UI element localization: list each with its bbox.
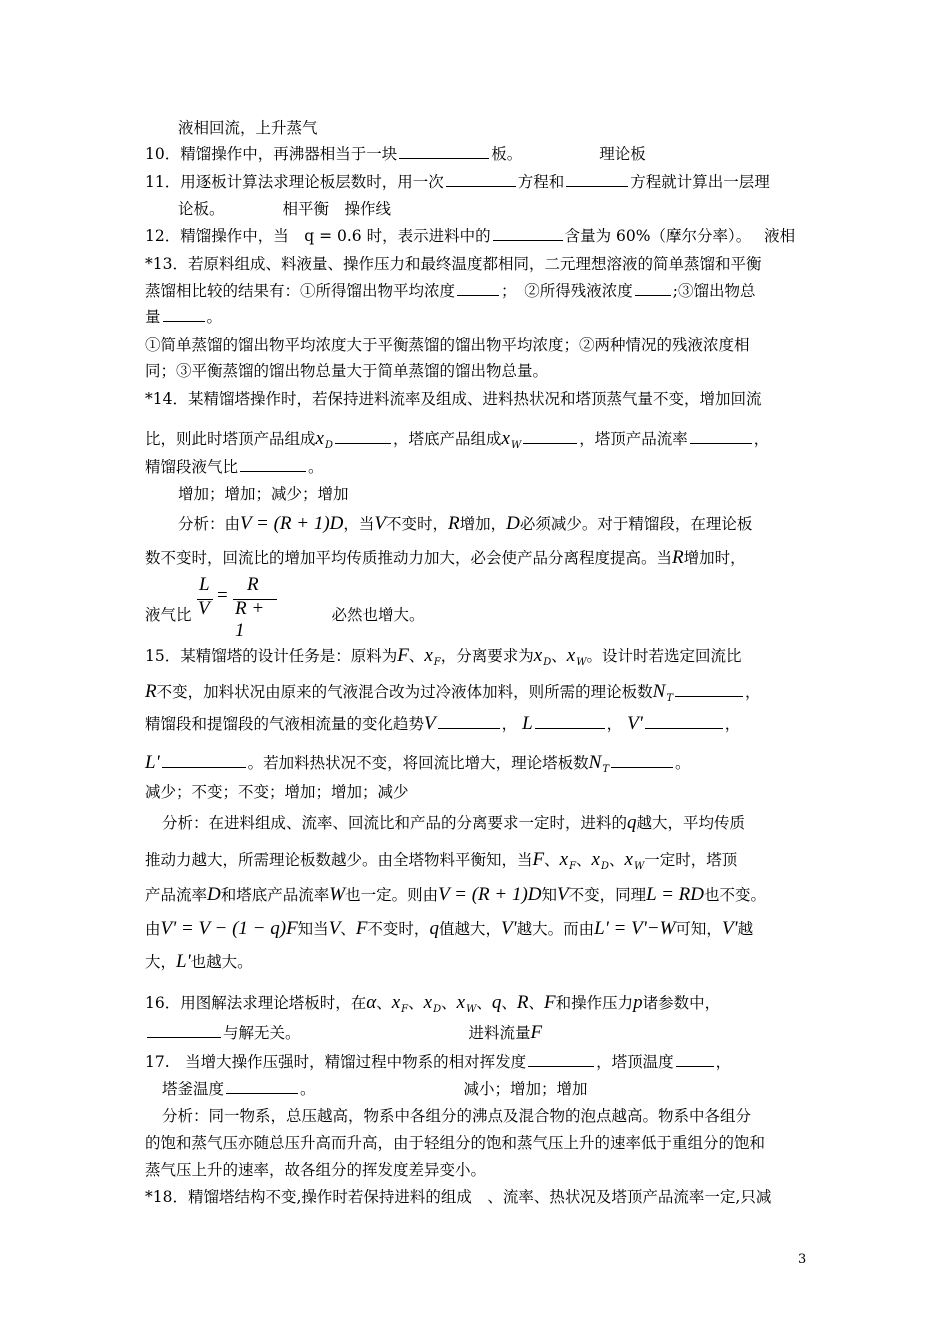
text-run: 的饱和蒸气压亦随总压升高而升高，由于轻组分的饱和蒸气压上升的速率低于重组分的饱和	[145, 1134, 766, 1152]
answer-17: 减小；增加；增加	[463, 1080, 588, 1098]
text-run: 进料流量	[468, 1024, 531, 1042]
fill-blank[interactable]	[162, 753, 246, 768]
text-run: 知	[541, 886, 558, 904]
text-run: 15．某精馏塔的设计任务是：原料为	[145, 647, 398, 665]
subscript: W	[576, 657, 587, 668]
analysis-15-cont	[145, 849, 815, 878]
fill-blank[interactable]	[635, 281, 671, 296]
question-14-cont	[145, 428, 815, 457]
symbol-R: R	[672, 547, 684, 568]
text-run: 、	[576, 851, 592, 869]
fill-blank[interactable]	[535, 714, 605, 729]
math-symbol: F	[532, 849, 545, 870]
subscript: F	[433, 657, 441, 668]
math-symbol: L'	[176, 951, 191, 972]
question-13	[145, 253, 815, 275]
text-run: 推动力越大，所需理论板数越少。由全塔物料平衡知，当	[145, 851, 533, 869]
fill-blank[interactable]	[528, 1052, 594, 1067]
subscript: W	[510, 440, 522, 451]
text-run: 方程就计算出一层理	[630, 173, 770, 191]
text-run: 必然也增大。	[331, 606, 425, 624]
text-run: 。	[206, 308, 223, 326]
text-run: 、	[551, 647, 567, 665]
answer-16	[469, 1022, 543, 1044]
text-run: *14．某精馏塔操作时，若保持进料流率及组成、进料热状况和塔顶蒸气量不变，增加回流	[145, 390, 762, 408]
text-run: 、	[408, 647, 425, 665]
text-run: 量	[145, 308, 161, 326]
text-run: 、	[501, 994, 517, 1012]
question-15-cont	[145, 681, 815, 710]
text-run: 诸参数中，	[642, 994, 721, 1012]
question-10	[145, 143, 815, 165]
math-symbol: F	[530, 1022, 543, 1043]
answer-15	[145, 781, 815, 803]
math-symbol: V = (R + 1)D	[438, 884, 542, 905]
math-symbol: N	[588, 752, 602, 773]
math-symbol: N	[652, 681, 666, 702]
text-run: 增加；增加；减少；增加	[178, 485, 349, 503]
text-run: 也一定。则由	[345, 886, 439, 904]
question-15-cont	[145, 713, 815, 735]
text-run: ； ②所得残液浓度	[501, 282, 633, 300]
text-run: 和操作压力	[555, 994, 634, 1012]
fill-blank[interactable]	[675, 682, 743, 697]
fill-blank[interactable]	[335, 429, 391, 444]
text-run: 增加时，	[683, 549, 746, 567]
analysis-15-cont	[145, 918, 815, 940]
question-17-cont	[162, 1078, 832, 1100]
question-13-cont	[145, 306, 815, 328]
subscript: D	[433, 1004, 442, 1015]
analysis-17-cont	[145, 1132, 815, 1154]
question-15-cont	[145, 752, 815, 781]
text-run: 17. 当增大操作压强时，精馏过程中物系的相对挥发度	[145, 1053, 527, 1071]
question-14	[145, 388, 815, 410]
text-run: ，当	[343, 515, 375, 533]
text-run: 越	[737, 920, 754, 938]
text-run: ①简单蒸馏的馏出物平均浓度大于平衡蒸馏的馏出物平均浓度；②两种情况的残液浓度相	[145, 336, 750, 354]
math-symbol: L' = V'−W	[594, 918, 676, 939]
text-run: 值越大，	[438, 920, 501, 938]
math-symbol: x	[424, 645, 433, 666]
text-run: 精馏段液气比	[145, 458, 239, 476]
math-symbol: W	[329, 884, 346, 905]
text-run: 论板。	[178, 200, 225, 218]
text-run: ，	[744, 683, 761, 701]
text-run: 分析：在进料组成、流率、回流比和产品的分离要求一定时，进料的	[162, 814, 628, 832]
question-11-cont	[178, 198, 848, 220]
text-run: 含量为 60%（摩尔分率）。	[564, 227, 752, 245]
text-run: 不变时，	[386, 515, 449, 533]
answer-13-cont	[145, 360, 815, 382]
text-run: 、	[376, 994, 392, 1012]
text-run: 增加，	[459, 515, 507, 533]
question-14-cont	[145, 456, 815, 478]
math-symbol: V'	[500, 918, 517, 939]
analysis-15-cont	[145, 951, 815, 973]
answer-10: 理论板	[599, 145, 646, 163]
fill-blank[interactable]	[446, 172, 516, 187]
text-run: 也不变。	[704, 886, 767, 904]
text-run: 板。	[491, 145, 523, 163]
question-16	[145, 992, 815, 1021]
math-symbol: x	[391, 992, 401, 1013]
fill-blank[interactable]	[611, 753, 673, 768]
subscript: W	[633, 861, 645, 872]
fill-blank[interactable]	[690, 429, 752, 444]
text-run: 由	[145, 920, 161, 938]
subscript: F	[401, 1004, 409, 1015]
math-symbol: F	[355, 918, 368, 939]
text-run: ，塔顶温度	[596, 1053, 674, 1071]
analysis-17-cont	[145, 1159, 815, 1181]
math-symbol: L = RD	[646, 884, 705, 905]
text-run: ，	[724, 715, 741, 733]
subscript: F	[569, 861, 577, 872]
math-symbol: x	[559, 849, 569, 870]
text-run: 16．用图解法求理论塔板时，在	[145, 994, 367, 1012]
answer-13	[145, 334, 815, 356]
text-run: 。	[300, 1080, 316, 1098]
text-run: 蒸气压上升的速率，故各组分的挥发度差异变小。	[145, 1161, 487, 1179]
text-run: 可知，	[675, 920, 722, 938]
text-run: ，	[715, 1053, 732, 1071]
fill-blank[interactable]	[645, 714, 723, 729]
analysis-15-cont	[145, 884, 815, 906]
fill-blank[interactable]	[226, 1079, 298, 1094]
math-symbol: α	[366, 992, 377, 1013]
text-run: 、	[544, 851, 560, 869]
analysis-14-cont	[145, 547, 815, 569]
text-run: 、	[408, 994, 424, 1012]
fill-blank[interactable]	[566, 172, 628, 187]
math-symbol: V	[557, 884, 569, 905]
subscript: D	[600, 861, 610, 872]
analysis-15	[162, 812, 832, 834]
text-run: *13．若原料组成、料液量、操作压力和最终温度都相同，二元理想溶液的简单蒸馏和平衡	[145, 255, 762, 273]
text-run: 也越大。	[190, 953, 253, 971]
answer-11: 相平衡 操作线	[282, 200, 392, 218]
math-symbol: L	[522, 713, 533, 734]
fill-blank[interactable]	[163, 307, 205, 322]
subscript: W	[466, 1004, 477, 1015]
math-symbol: p	[633, 992, 643, 1013]
symbol-R: R	[448, 513, 460, 534]
question-18	[145, 1186, 815, 1208]
analysis-14-cont	[145, 604, 815, 626]
text-run: 不变，加料状况由原来的气液混合改为过冷液体加料，则所需的理论板数	[156, 683, 653, 701]
subscript: T	[666, 693, 673, 704]
text-run: 。	[308, 458, 324, 476]
answer-14	[178, 483, 848, 505]
text-run: 12．精馏操作中，当 q = 0.6 时，表示进料中的	[145, 227, 491, 245]
symbol-x: x	[501, 428, 510, 449]
math-symbol: V'	[721, 918, 738, 939]
text-run: 液气比	[145, 606, 192, 624]
math-symbol: V'	[627, 713, 643, 734]
text-run: 减少；不变；不变；增加；增加；减少	[145, 783, 409, 801]
answer-line	[178, 117, 848, 139]
text-run: 分析：由	[178, 515, 241, 533]
subscript: T	[602, 764, 610, 775]
math-symbol: x	[456, 992, 466, 1013]
math-symbol: V' = V − (1 − q)F	[160, 918, 298, 939]
text-run: 、	[609, 851, 625, 869]
equals: =	[217, 585, 228, 606]
text-run: 蒸馏相比较的结果有：①所得馏出物平均浓度	[145, 282, 456, 300]
math-symbol: V	[328, 918, 341, 939]
text-run: 越大，平均传质	[636, 814, 746, 832]
math-symbol: q	[491, 992, 502, 1013]
text-run: ，	[501, 715, 518, 733]
math-symbol: F	[544, 992, 556, 1013]
math-symbol: x	[591, 849, 600, 870]
question-17	[145, 1051, 815, 1073]
text-run: 、	[476, 994, 492, 1012]
question-16-cont	[145, 1022, 815, 1044]
question-15	[145, 645, 815, 674]
question-12	[145, 225, 815, 247]
text-run: 一定时，塔顶	[644, 851, 738, 869]
text-run: ;③馏出物总	[672, 282, 756, 300]
text-run: 塔釜温度	[162, 1080, 225, 1098]
math-symbol: R	[516, 992, 529, 1013]
text-run: 产品流率	[145, 886, 208, 904]
text-run: 和塔底产品流率	[220, 886, 330, 904]
math-symbol: R	[145, 681, 157, 702]
text-run: 必须减少。对于精馏段，在理论板	[519, 515, 753, 533]
math-symbol: q	[627, 812, 637, 833]
text-run: 数不变时，回流比的增加平均传质推动力加大，必会使产品分离程度提高。当	[145, 549, 673, 567]
text-run: 方程和	[517, 173, 565, 191]
question-11	[145, 171, 815, 193]
text-run: 液相回流，上升蒸气	[178, 119, 318, 137]
text-run: 越大。而由	[516, 920, 595, 938]
fill-blank[interactable]	[147, 1023, 221, 1038]
math-symbol: x	[533, 645, 543, 666]
frac-denominator: R + 1	[235, 598, 265, 641]
text-run: 、	[528, 994, 544, 1012]
text-run: ，	[753, 430, 770, 448]
math-symbol: x	[566, 645, 576, 666]
math-symbol: V	[424, 713, 436, 734]
text-run: 同；③平衡蒸馏的馏出物总量大于简单蒸馏的馏出物总量。	[145, 362, 549, 380]
text-run: 、	[340, 920, 356, 938]
math-symbol: F	[397, 645, 409, 666]
text-run: 。设计时若选定回流比	[586, 647, 742, 665]
fill-blank[interactable]	[676, 1052, 714, 1067]
fill-blank[interactable]	[523, 429, 577, 444]
text-run: 精馏段和提馏段的气液相流量的变化趋势	[145, 715, 425, 733]
text-run: 。若加料热状况不变，将回流比增大，理论塔板数	[247, 754, 589, 772]
fill-blank[interactable]	[399, 144, 489, 159]
text-run: 。	[675, 754, 691, 772]
page-number: 3	[798, 1252, 807, 1267]
text-run: 比，则此时塔顶产品组成	[145, 430, 316, 448]
text-run: 11．用逐板计算法求理论板层数时，用一次	[145, 173, 444, 191]
frac-denominator: V	[198, 598, 210, 619]
fill-blank[interactable]	[493, 226, 563, 241]
text-run: 不变，同理	[568, 886, 647, 904]
math-symbol: x	[423, 992, 433, 1013]
math-symbol: q	[429, 918, 439, 939]
text-run: *18．精馏塔结构不变,操作时若保持进料的组成 、流率、热状况及塔顶产品流率一定,只减	[145, 1188, 772, 1206]
text-run: 10．精馏操作中，再沸器相当于一块	[145, 145, 398, 163]
text-run: 大，	[145, 953, 177, 971]
text-run: 、	[441, 994, 457, 1012]
math-symbol: x	[624, 849, 633, 870]
frac-numerator: L	[199, 574, 210, 595]
subscript: D	[324, 440, 333, 451]
equation: V = (R + 1)D	[240, 513, 344, 534]
fill-blank[interactable]	[240, 457, 306, 472]
math-symbol: D	[207, 884, 221, 905]
symbol-D: D	[506, 513, 520, 534]
text-run: 知当	[297, 920, 329, 938]
text-run: ，塔底产品组成	[392, 430, 502, 448]
text-run: ，分离要求为	[440, 647, 534, 665]
frac-numerator: R	[247, 574, 259, 595]
analysis-14	[178, 513, 848, 535]
math-symbol: L'	[145, 752, 160, 773]
text-run: ，	[606, 715, 623, 733]
fill-blank[interactable]	[457, 281, 499, 296]
text-run: ，塔顶产品流率	[579, 430, 688, 448]
text-run: 不变时，	[367, 920, 430, 938]
subscript: D	[543, 657, 552, 668]
symbol-x: x	[315, 428, 324, 449]
text-run: 与解无关。	[223, 1024, 301, 1042]
answer-12: 液相	[764, 227, 796, 245]
analysis-17	[162, 1105, 832, 1127]
question-13-cont	[145, 280, 815, 302]
text-run: 分析：同一物系，总压越高，物系中各组分的沸点及混合物的泡点越高。物系中各组分	[162, 1107, 752, 1125]
symbol-V: V	[374, 513, 387, 534]
fill-blank[interactable]	[438, 714, 500, 729]
